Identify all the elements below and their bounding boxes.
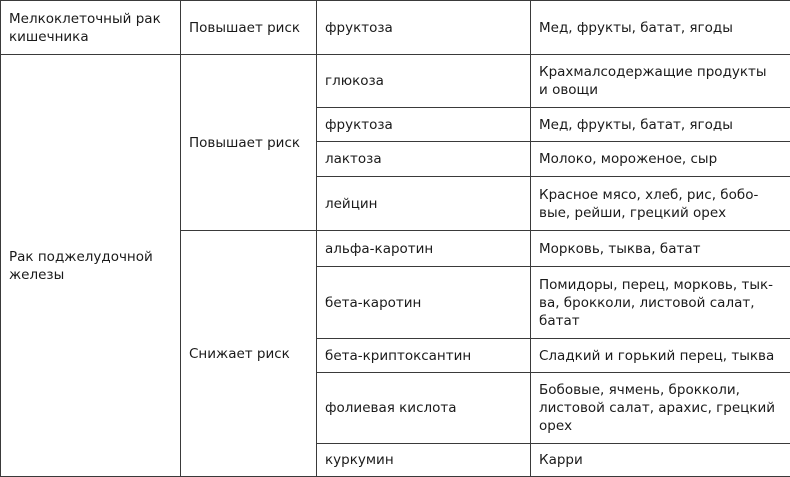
- cancer-type-cell: Мелкоклеточный рак кишечника: [1, 1, 181, 55]
- risk-effect-cell: Повышает риск: [181, 1, 317, 55]
- risk-effect-cell: Повышает риск: [181, 55, 317, 231]
- food-sources-cell: Помидоры, перец, морковь, тык- ва, брокколи, листовой салат, батат: [531, 267, 790, 339]
- food-sources-cell: Красное мясо, хлеб, рис, бобо- вые, рейши, грецкий орех: [531, 177, 790, 231]
- food-sources-cell: Мед, фрукты, батат, ягоды: [531, 1, 790, 55]
- food-sources-cell: Карри: [531, 444, 790, 477]
- food-sources-cell: Молоко, мороженое, сыр: [531, 142, 790, 177]
- nutrient-cell: фруктоза: [317, 1, 531, 55]
- table-row: [1, 1, 790, 55]
- nutrient-cell: глюкоза: [317, 55, 531, 108]
- nutrient-cell: куркумин: [317, 444, 531, 477]
- food-sources-cell: Сладкий и горький перец, тыква: [531, 339, 790, 373]
- cancer-type-cell: Рак поджелудочной железы: [1, 55, 181, 477]
- food-sources-cell: Мед, фрукты, батат, ягоды: [531, 108, 790, 142]
- nutrient-cell: фолиевая кислота: [317, 373, 531, 444]
- nutrient-cell: бета-каротин: [317, 267, 531, 339]
- nutrient-cell: бета-криптоксантин: [317, 339, 531, 373]
- table-row: [1, 55, 790, 108]
- risk-effect-cell: Снижает риск: [181, 231, 317, 477]
- food-sources-cell: Бобовые, ячмень, брокколи, листовой салат, арахис, грецкий орех: [531, 373, 790, 444]
- nutrient-cell: альфа-каротин: [317, 231, 531, 267]
- food-sources-cell: Крахмалсодержащие продукты и овощи: [531, 55, 790, 108]
- food-sources-cell: Морковь, тыква, батат: [531, 231, 790, 267]
- nutrient-cell: лейцин: [317, 177, 531, 231]
- nutrient-cell: лактоза: [317, 142, 531, 177]
- nutrient-cell: фруктоза: [317, 108, 531, 142]
